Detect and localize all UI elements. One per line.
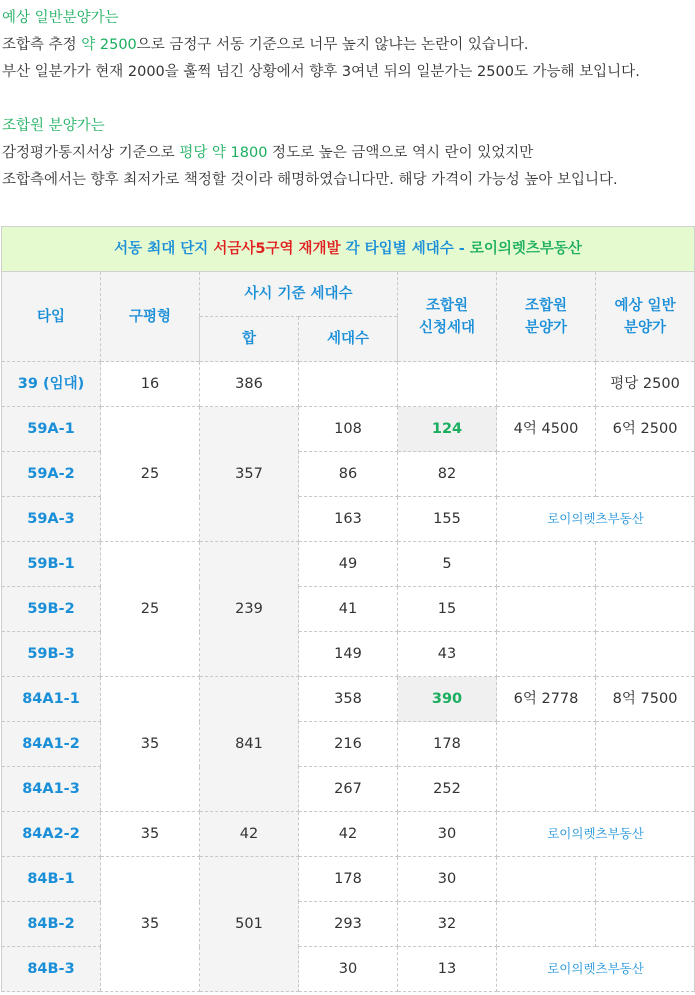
header-member-price-l1: 조합원 — [524, 297, 568, 314]
member-price-cell — [497, 452, 596, 497]
table-row — [2, 542, 695, 587]
type-cell: 59A-3 — [2, 497, 101, 542]
general-price-cell — [596, 902, 695, 947]
units-cell: 149 — [299, 632, 398, 677]
general-price-cell — [596, 587, 695, 632]
general-price-cell — [596, 767, 695, 812]
units-cell: 358 — [299, 677, 398, 722]
intro-line-3-text: 감정평가통지서상 기준으로 — [2, 145, 180, 161]
size-cell: 25 — [101, 542, 200, 677]
units-cell: 293 — [299, 902, 398, 947]
heading-member-price: 조합원 분양가는 — [2, 118, 105, 134]
sum-cell: 42 — [200, 812, 299, 857]
intro-line-3-rest: 정도로 높은 금액으로 역시 란이 있었지만 — [267, 145, 534, 161]
header-row-1 — [2, 272, 695, 317]
header-general-price-l1: 예상 일반 — [614, 297, 676, 314]
intro-line-3 — [2, 140, 618, 167]
units-cell: 41 — [299, 587, 398, 632]
header-sasi-group: 사시 기준 세대수 — [200, 272, 398, 317]
general-price-cell: 평당 2500 — [596, 362, 695, 407]
units-cell — [299, 362, 398, 407]
title-pre: 서동 최대 단지 — [114, 241, 214, 257]
intro-line-2: 부산 일분가가 현재 2000을 훌쩍 넘긴 상황에서 향후 3여년 뒤의 일분가는 2500도 가능해 보입니다. — [2, 64, 640, 80]
type-cell: 39 (임대) — [2, 362, 101, 407]
intro-line-1 — [2, 32, 640, 59]
type-cell: 59A-2 — [2, 452, 101, 497]
header-general-price — [596, 272, 695, 362]
table-row — [2, 812, 695, 857]
member-price-cell — [497, 587, 596, 632]
apply-cell: 30 — [398, 857, 497, 902]
unit-type-table — [1, 226, 695, 992]
table-title-row — [2, 227, 695, 272]
apply-cell: 178 — [398, 722, 497, 767]
member-price-cell — [497, 857, 596, 902]
type-cell: 84B-1 — [2, 857, 101, 902]
header-general-price-l2: 분양가 — [624, 319, 667, 336]
units-cell: 86 — [299, 452, 398, 497]
type-cell: 59B-3 — [2, 632, 101, 677]
sum-cell: 501 — [200, 857, 299, 992]
general-price-cell — [596, 632, 695, 677]
apply-cell: 155 — [398, 497, 497, 542]
units-cell: 267 — [299, 767, 398, 812]
units-cell: 163 — [299, 497, 398, 542]
type-cell: 84A2-2 — [2, 812, 101, 857]
type-cell: 84A1-3 — [2, 767, 101, 812]
units-cell: 49 — [299, 542, 398, 587]
member-price-cell — [497, 722, 596, 767]
title-project: 서금사5구역 재개발 — [213, 241, 341, 257]
size-cell: 25 — [101, 407, 200, 542]
units-cell: 108 — [299, 407, 398, 452]
header-member-price — [497, 272, 596, 362]
header-type: 타입 — [2, 272, 101, 362]
apply-cell: 82 — [398, 452, 497, 497]
title-post: 각 타입별 세대수 - — [340, 241, 470, 257]
table-row — [2, 407, 695, 452]
apply-cell — [398, 362, 497, 407]
type-cell: 59B-1 — [2, 542, 101, 587]
title-brand: 로이의렛츠부동산 — [469, 241, 582, 257]
member-price-cell — [497, 362, 596, 407]
size-cell: 16 — [101, 362, 200, 407]
header-units: 세대수 — [299, 317, 398, 362]
size-cell: 35 — [101, 812, 200, 857]
apply-cell: 30 — [398, 812, 497, 857]
general-price-cell — [596, 857, 695, 902]
apply-cell: 32 — [398, 902, 497, 947]
general-price-cell — [596, 452, 695, 497]
watermark-cell: 로이의렛츠부동산 — [497, 947, 695, 992]
table-row — [2, 677, 695, 722]
sum-cell: 239 — [200, 542, 299, 677]
table-row — [2, 857, 695, 902]
intro-block-1 — [2, 5, 640, 86]
heading-general-price: 예상 일반분양가는 — [2, 10, 119, 26]
watermark-cell: 로이의렛츠부동산 — [497, 497, 695, 542]
general-price-cell: 6억 2500 — [596, 407, 695, 452]
apply-cell: 390 — [398, 677, 497, 722]
sum-cell: 386 — [200, 362, 299, 407]
size-cell: 35 — [101, 857, 200, 992]
member-price-cell: 4억 4500 — [497, 407, 596, 452]
units-cell: 30 — [299, 947, 398, 992]
apply-cell: 15 — [398, 587, 497, 632]
sum-cell: 841 — [200, 677, 299, 812]
intro-block-2 — [2, 113, 618, 194]
member-price-cell — [497, 767, 596, 812]
table-title — [2, 227, 695, 272]
intro-line-1-text: 조합측 추정 — [2, 37, 82, 53]
member-price-cell — [497, 902, 596, 947]
apply-cell: 43 — [398, 632, 497, 677]
header-member-apply-l2: 신청세대 — [418, 319, 476, 336]
sum-cell: 357 — [200, 407, 299, 542]
units-cell: 178 — [299, 857, 398, 902]
member-price-cell — [497, 542, 596, 587]
type-cell: 84B-2 — [2, 902, 101, 947]
general-price-cell: 8억 7500 — [596, 677, 695, 722]
highlight-1800: 평당 약 1800 — [179, 145, 268, 161]
apply-cell: 13 — [398, 947, 497, 992]
table-row — [2, 362, 695, 407]
apply-cell: 5 — [398, 542, 497, 587]
type-cell: 84B-3 — [2, 947, 101, 992]
apply-cell: 252 — [398, 767, 497, 812]
header-member-apply-l1: 조합원 — [425, 297, 469, 314]
watermark-cell: 로이의렛츠부동산 — [497, 812, 695, 857]
general-price-cell — [596, 542, 695, 587]
header-old-size: 구평형 — [101, 272, 200, 362]
intro-line-4: 조합측에서는 향후 최저가로 책정할 것이라 해명하였습니다만. 해당 가격이 가능성 높아 보입니다. — [2, 172, 618, 188]
header-member-apply — [398, 272, 497, 362]
type-cell: 84A1-2 — [2, 722, 101, 767]
type-cell: 59B-2 — [2, 587, 101, 632]
units-cell: 42 — [299, 812, 398, 857]
general-price-cell — [596, 722, 695, 767]
type-cell: 84A1-1 — [2, 677, 101, 722]
highlight-2500: 약 2500 — [81, 37, 137, 53]
member-price-cell: 6억 2778 — [497, 677, 596, 722]
member-price-cell — [497, 632, 596, 677]
size-cell: 35 — [101, 677, 200, 812]
units-cell: 216 — [299, 722, 398, 767]
header-member-price-l2: 분양가 — [524, 319, 568, 336]
type-cell: 59A-1 — [2, 407, 101, 452]
apply-cell: 124 — [398, 407, 497, 452]
intro-line-1-rest: 으로 금정구 서동 기준으로 너무 높지 않냐는 논란이 있습니다. — [136, 37, 529, 53]
header-sum: 합 — [200, 317, 299, 362]
